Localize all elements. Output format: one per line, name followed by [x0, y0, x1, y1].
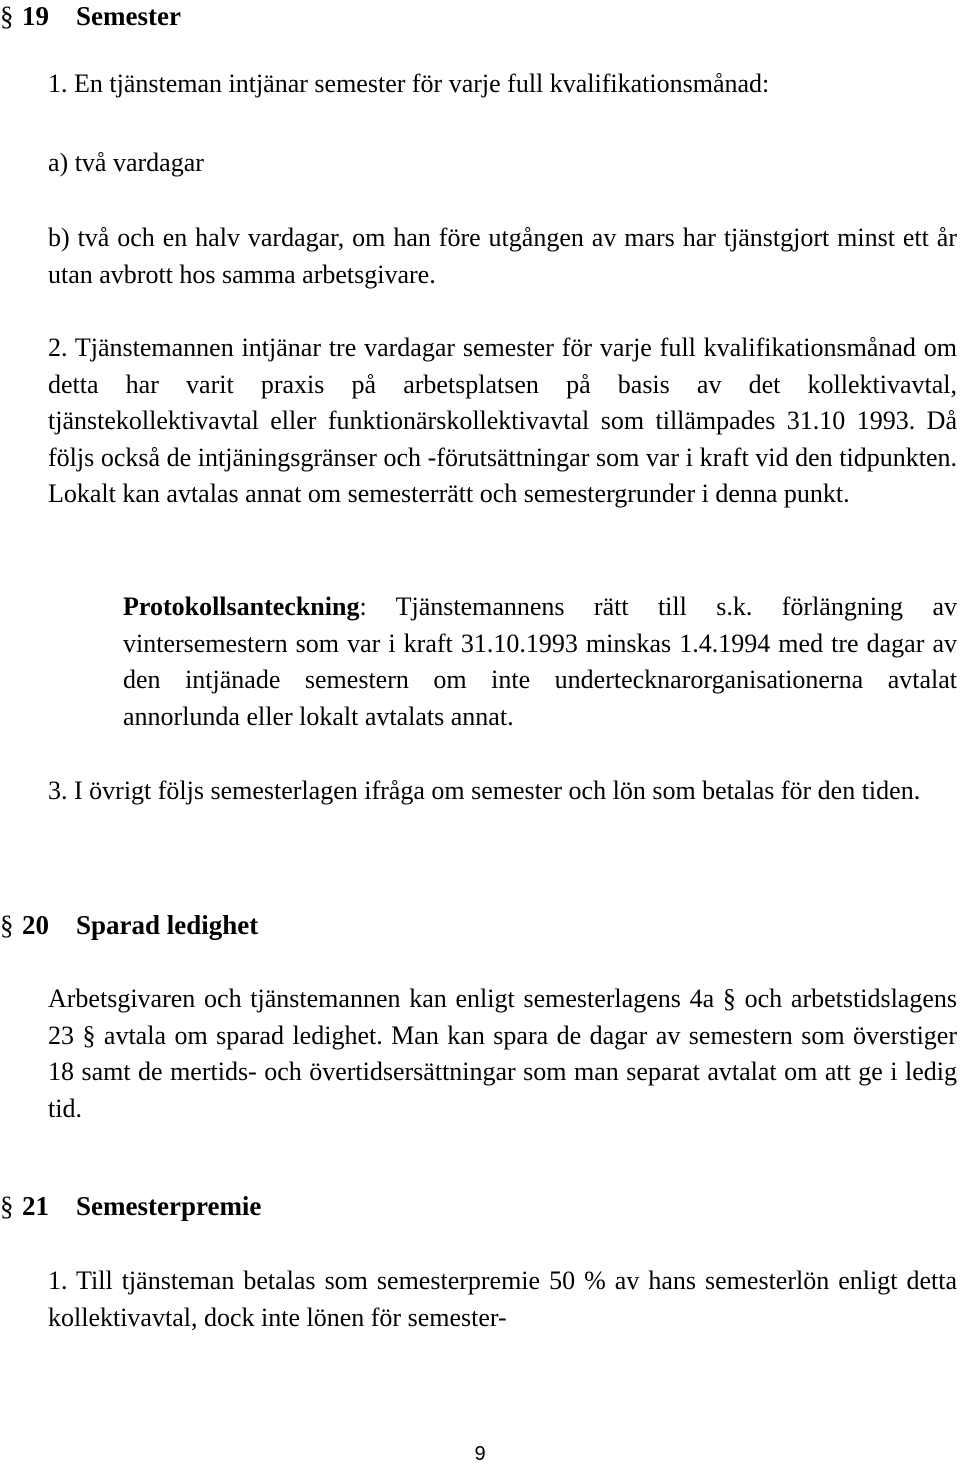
- section-title: Sparad ledighet: [76, 910, 259, 940]
- section-heading-21: [0, 1190, 261, 1222]
- paragraph-19-1-intro: 1. En tjänsteman intjänar semester för varje full kvalifikationsmånad:: [48, 69, 770, 98]
- section-symbol: §: [0, 1, 14, 31]
- paragraph-19-2: 2. Tjänstemannen intjänar tre vardagar semester för varje full kvalifikationsmånad om detta har varit praxis på arbetsplatsen på basis av det kollektivavtal, tjänstekollektivavtal eller funktionärskollektivavtal som tillämpades 31.10 1993. Då följs också de intjäningsgränser och -förutsättningar som var i kraft vid den tidpunkten. Lokalt kan avtalas annat om semesterrätt och semestergrunder i denna punkt.: [48, 333, 957, 508]
- section-title: Semester: [76, 1, 181, 31]
- section-symbol: §: [0, 910, 14, 940]
- paragraph-20: Arbetsgivaren och tjänstemannen kan enligt semesterlagens 4a § och arbetstidslagens 23 § avtala om sparad ledighet. Man kan spara de dagar av semestern som överstiger 18 samt de mertids- och övertidsersättningar som man separat avtalat om att ge i ledig tid.: [48, 984, 957, 1123]
- paragraph-19-1-b: b) två och en halv vardagar, om han före utgången av mars har tjänstgjort minst ett år utan avbrott hos samma arbetsgivare.: [48, 223, 957, 289]
- paragraph-19-3: 3. I övrigt följs semesterlagen ifråga om semester och lön som betalas för den tiden.: [48, 776, 921, 805]
- paragraph-19-1-a: a) två vardagar: [48, 148, 204, 177]
- section-heading-19: [0, 0, 181, 32]
- section-number: 21: [22, 1191, 49, 1221]
- protocol-note-label: Protokollsanteckning: [123, 592, 360, 621]
- section-symbol: §: [0, 1191, 14, 1221]
- section-number: 20: [22, 910, 49, 940]
- page-number: 9: [474, 1443, 486, 1465]
- section-title: Semesterpremie: [76, 1191, 262, 1221]
- paragraph-21-1: 1. Till tjänsteman betalas som semesterpremie 50 % av hans semesterlön enligt detta kollektivavtal, dock inte lönen för semester-: [48, 1266, 957, 1332]
- section-heading-20: [0, 909, 258, 941]
- protocol-note-text: : Tjänstemannens rätt till s.k. förlängning av vintersemestern som var i kraft 31.10.1993 minskas 1.4.1994 med tre dagar av den intjänade semestern om inte undertecknarorganisationerna avtalat annorlunda eller lokalt avtalats annat.: [123, 592, 957, 731]
- protocol-note: [123, 589, 957, 735]
- section-number: 19: [22, 1, 49, 31]
